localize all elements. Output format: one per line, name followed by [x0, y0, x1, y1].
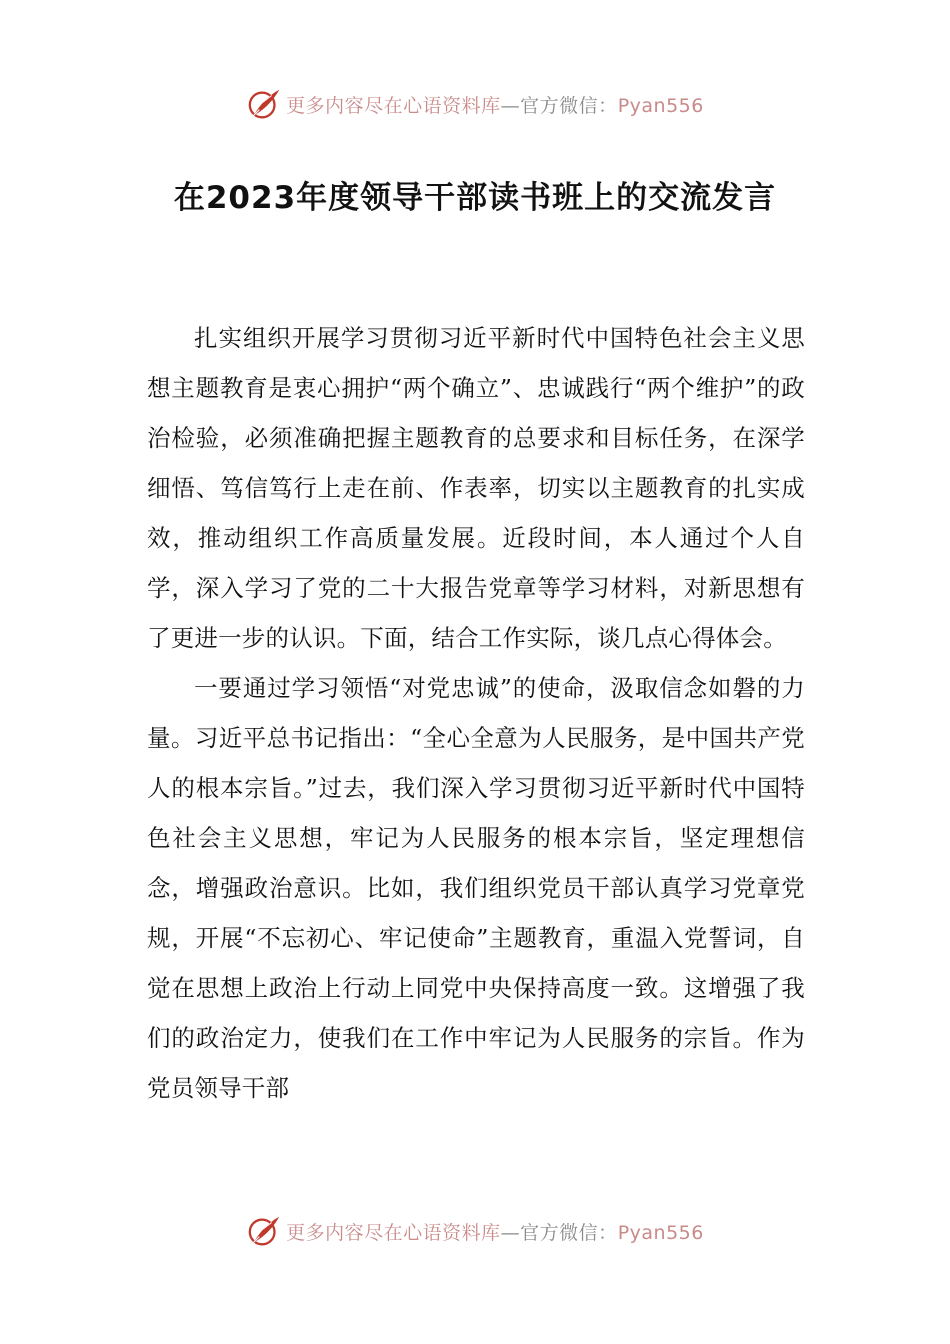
header-banner-main: 更多内容尽在心语资料库 — [286, 94, 501, 117]
footer-banner-text — [286, 1218, 704, 1245]
quill-pen-logo-icon — [246, 85, 284, 123]
header-banner — [0, 84, 950, 124]
footer-banner-dash: — — [500, 1221, 521, 1244]
footer-banner — [0, 1211, 950, 1251]
quill-pen-logo-icon — [246, 1212, 284, 1250]
header-banner-official: 官方微信： — [520, 94, 618, 117]
paragraph-1: 扎实组织开展学习贯彻习近平新时代中国特色社会主义思想主题教育是衷心拥护“两个确立”、忠诚践行“两个维护”的政治检验，必须准确把握主题教育的总要求和目标任务，在深学细悟、笃信笃行上走在前、作表率，切实以主题教育的扎实成效，推动组织工作高质量发展。近段时间，本人通过个人自学，深入学习了党的二十大报告党章等学习材料，对新思想有了更进一步的认识。下面，结合工作实际，谈几点心得体会。 — [147, 324, 805, 652]
header-banner-dash: — — [500, 94, 521, 117]
document-body — [147, 313, 805, 1113]
footer-banner-wechat-id: Pyan556 — [617, 1221, 704, 1244]
footer-banner-official: 官方微信： — [520, 1221, 618, 1244]
footer-banner-main: 更多内容尽在心语资料库 — [286, 1221, 501, 1244]
paragraph-2: 一要通过学习领悟“对党忠诚”的使命，汲取信念如磐的力量。习近平总书记指出：“全心全意为人民服务，是中国共产党人的根本宗旨。”过去，我们深入学习贯彻习近平新时代中国特色社会主义思想，牢记为人民服务的根本宗旨，坚定理想信念，增强政治意识。比如，我们组织党员干部认真学习党章党规，开展“不忘初心、牢记使命”主题教育，重温入党誓词，自觉在思想上政治上行动上同党中央保持高度一致。这增强了我们的政治定力，使我们在工作中牢记为人民服务的宗旨。作为党员领导干部 — [147, 674, 805, 1102]
header-banner-text — [286, 91, 704, 118]
header-banner-wechat-id: Pyan556 — [617, 94, 704, 117]
document-title: 在2023年度领导干部读书班上的交流发言 — [173, 180, 777, 216]
